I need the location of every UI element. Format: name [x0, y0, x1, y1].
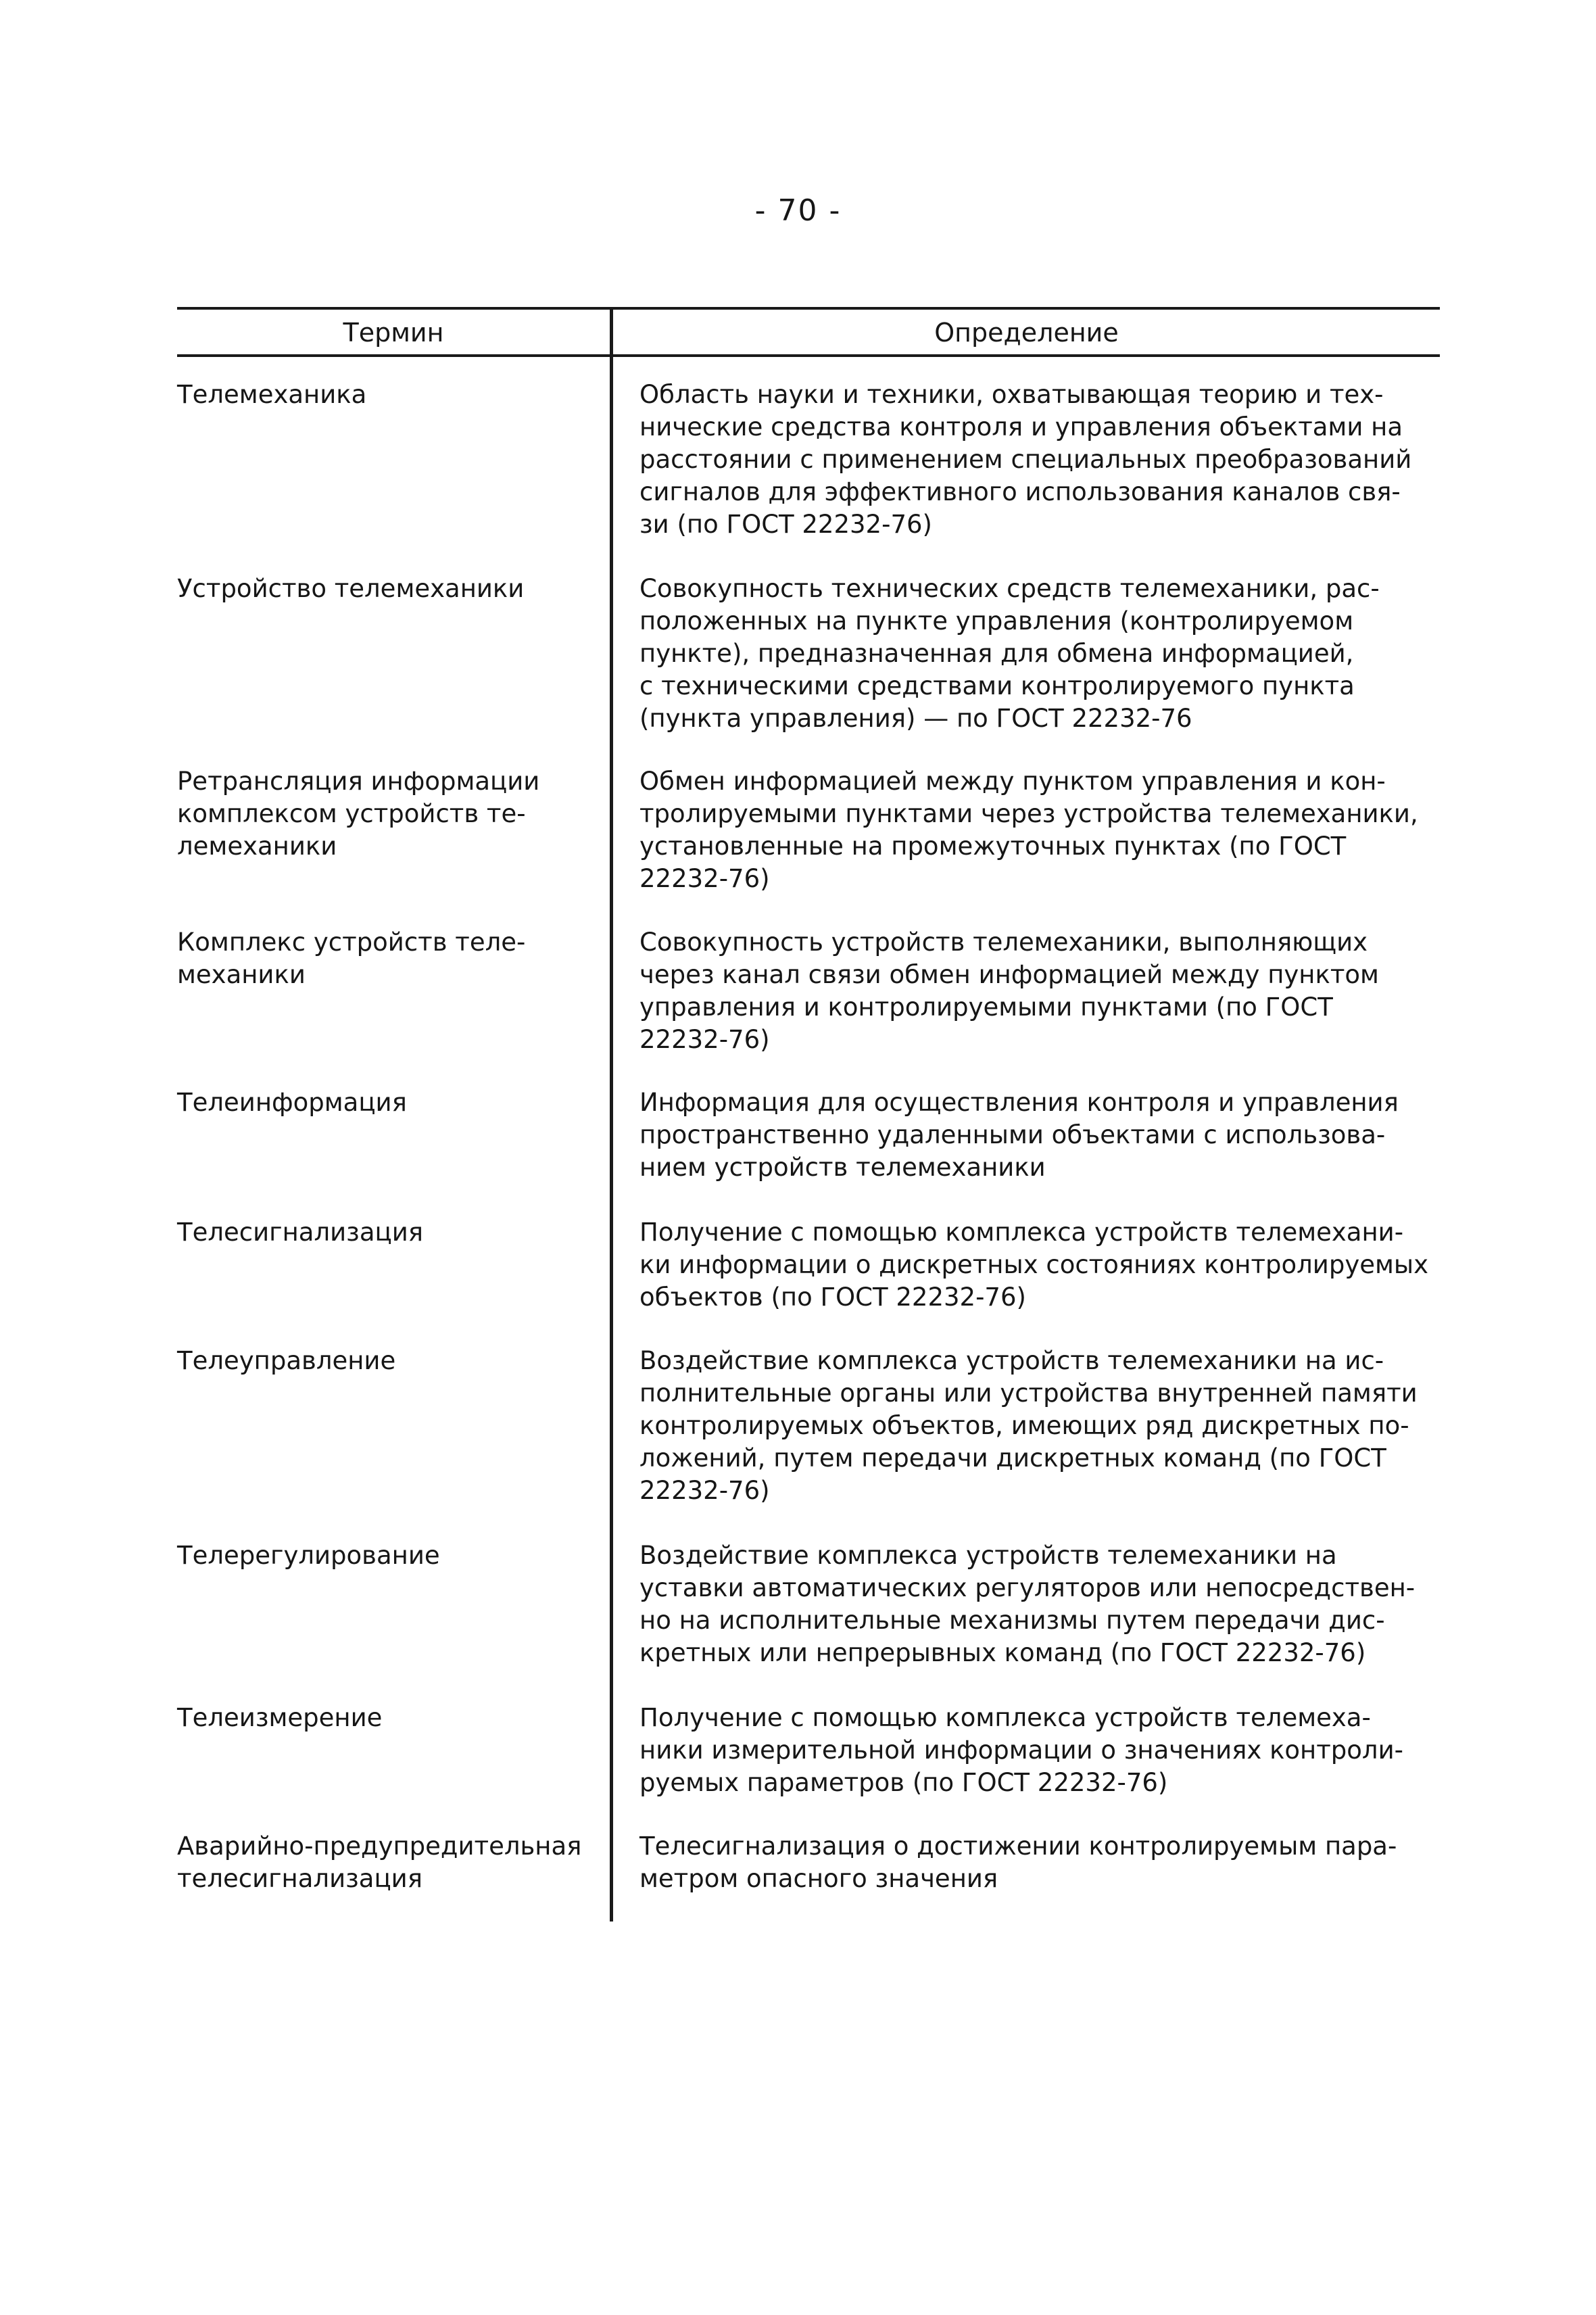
- header-term: Термин: [343, 318, 444, 348]
- row-definition: Воздействие комплекса устройств телемеханики на ис- полнительные органы или устройства внутренней памяти контролируемых объектов, имеющих ряд дискретных по- ложений, путем передачи дискретных команд (по ГОСТ 22232-76): [639, 1346, 1418, 1505]
- row-term: Устройство телемеханики: [177, 574, 525, 603]
- row-definition: Информация для осуществления контроля и управления пространственно удаленными объектами с использова- нием устройств телемеханики: [639, 1088, 1399, 1182]
- row-term: Ретрансляция информации комплексом устройств те- лемеханики: [177, 767, 540, 861]
- row-definition: Получение с помощью комплекса устройств телемехани- ки информации о дискретных состояниях контролируемых объектов (по ГОСТ 22232-76): [639, 1218, 1428, 1312]
- row-term: Телеинформация: [177, 1088, 407, 1117]
- row-definition: Обмен информацией между пунктом управления и кон- тролируемыми пунктами через устройства телемеханики, установленные на промежуточных пунктах (по ГОСТ 22232-76): [639, 767, 1418, 893]
- row-term: Телемеханика: [177, 380, 367, 409]
- row-definition: Область науки и техники, охватывающая теорию и тех- нические средства контроля и управления объектами на расстоянии с применением специальных преобразований сигналов для эффективного использования каналов свя- зи (по ГОСТ 22232-76): [639, 380, 1412, 539]
- row-definition: Получение с помощью комплекса устройств телемеха- ники измерительной информации о значениях контроли- руемых параметров (по ГОСТ 22232-76): [639, 1703, 1403, 1797]
- header-definition: Определение: [934, 318, 1119, 348]
- row-term: Телеизмерение: [177, 1703, 383, 1732]
- row-term: Телеуправление: [177, 1346, 396, 1375]
- page-number: - 70 -: [754, 193, 842, 228]
- row-definition: Совокупность технических средств телемеханики, рас- положенных на пункте управления (контролируемом пункте), предназначенная для обмена информацией, с техническими средствами контролируемого пункта (пункта управления) — по ГОСТ 22232-76: [639, 574, 1380, 733]
- row-term: Аварийно-предупредительная телесигнализация: [177, 1832, 582, 1893]
- terms-table: [177, 307, 1440, 1922]
- row-definition: Телесигнализация о достижении контролируемым пара- метром опасного значения: [639, 1832, 1397, 1893]
- row-term: Телерегулирование: [177, 1541, 440, 1570]
- table-top-rule: [177, 307, 1440, 310]
- row-term: Комплекс устройств теле- механики: [177, 928, 526, 989]
- row-term: Телесигнализация: [177, 1218, 424, 1247]
- table-header-rule: [177, 354, 1440, 357]
- row-definition: Воздействие комплекса устройств телемеханики на уставки автоматических регуляторов или непосредствен- но на исполнительные механизмы путем передачи дис- кретных или непрерывных команд (по ГОСТ 22232-76): [639, 1541, 1416, 1667]
- row-definition: Совокупность устройств телемеханики, выполняющих через канал связи обмен информацией между пунктом управления и контролируемыми пунктами (по ГОСТ 22232-76): [639, 928, 1379, 1054]
- column-divider: [610, 307, 613, 1922]
